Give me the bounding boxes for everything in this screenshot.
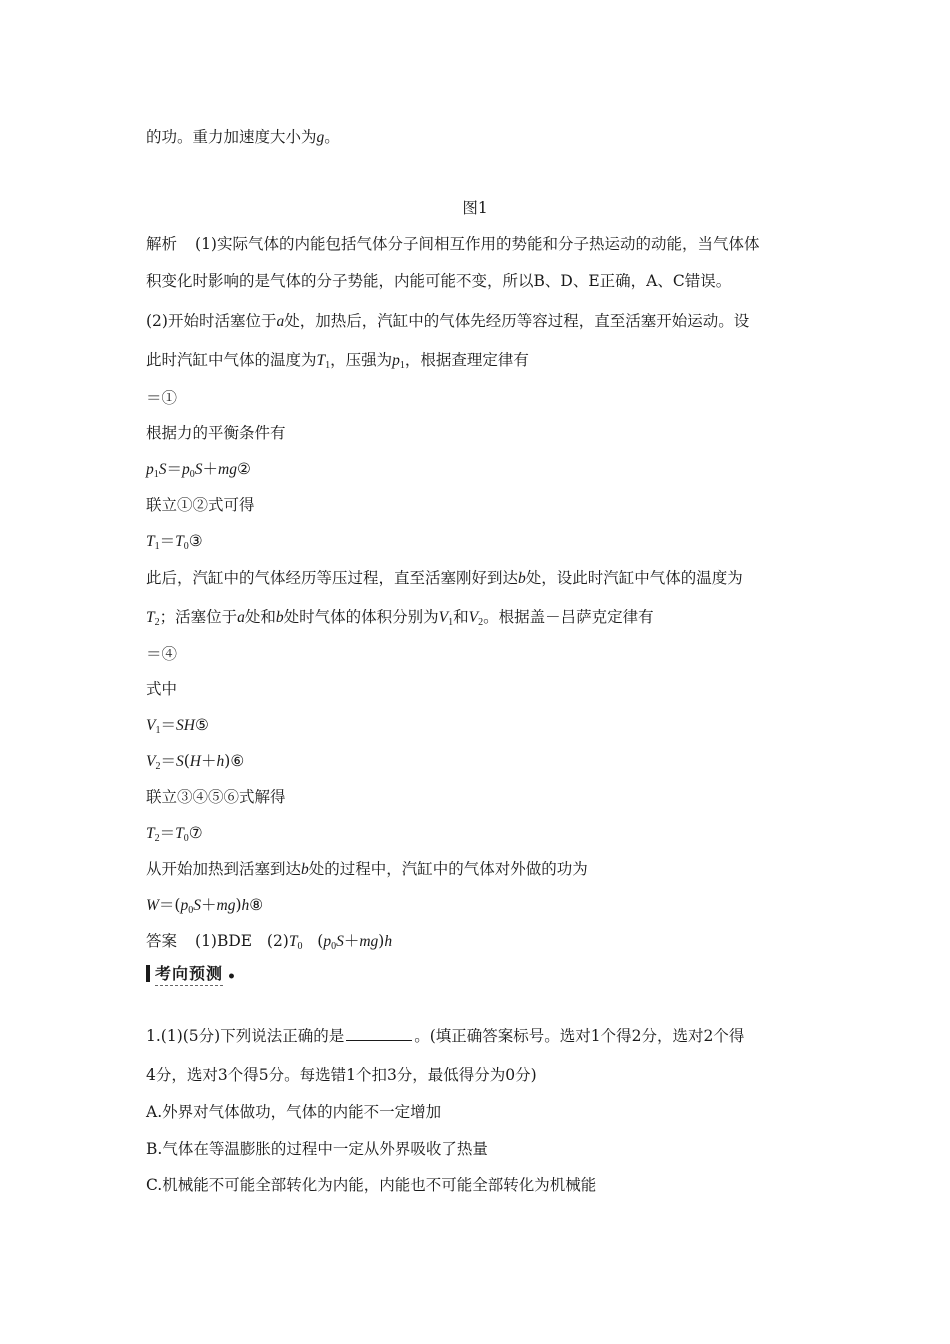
balance-text: 根据力的平衡条件有 — [146, 424, 286, 442]
equation-7: $T_2=T_0⑦$ — [146, 824, 203, 844]
isobaric-line-2: $T_2$；活塞位于a处和b处时气体的体积分别为$V_1$和$V_2$。根据盖－吕萨克定律有 — [146, 608, 654, 628]
section-title: 考向预测 — [155, 961, 223, 986]
equation-3: $T_1=T_0③$ — [146, 532, 203, 552]
combine-all: 联立③④⑤⑥式解得 — [146, 788, 286, 806]
analysis-line-3: (2)开始时活塞位于a处，加热后，汽缸中的气体先经历等容过程，直至活塞开始运动。设 — [146, 312, 750, 330]
equation-2: $p_1S=p_0S+mg②$ — [146, 460, 251, 480]
option-c: C.机械能不可能全部转化为内能，内能也不可能全部转化为机械能 — [146, 1176, 597, 1194]
equation-5: $V_1=SH⑤$ — [146, 716, 209, 736]
isobaric-line-1: 此后，汽缸中的气体经历等压过程，直至活塞刚好到达b处，设此时汽缸中气体的温度为 — [146, 569, 743, 587]
equation-1: ＝① — [146, 389, 178, 407]
answer-label: 答案 — [146, 932, 178, 950]
work-text: 从开始加热到活塞到达b处的过程中，汽缸中的气体对外做的功为 — [146, 860, 588, 878]
section-heading — [146, 961, 236, 985]
section-bar-icon — [146, 965, 150, 982]
question-line-2: 4分，选对3个得5分。每选错1个扣3分，最低得分为0分) — [146, 1066, 537, 1084]
combine-12: 联立①②式可得 — [146, 496, 255, 514]
analysis-line-2: 积变化时影响的是气体的分子势能，内能可能不变，所以B、D、E正确，A、C错误。 — [146, 272, 732, 290]
analysis-line-1: 解析 (1)实际气体的内能包括气体分子间相互作用的势能和分子热运动的动能，当气体体 — [146, 235, 760, 253]
answer-line: 答案 (1)BDE $(2)T_0$ $(p_0S+mg)h$ — [146, 932, 393, 952]
question-line-1: 1.(1)(5分)下列说法正确的是 。(填正确答案标号。选对1个得2分，选对2个得 — [146, 1027, 745, 1045]
answer-blank — [346, 1026, 412, 1041]
equation-8: $W=(p_0S+mg)h⑧$ — [146, 896, 264, 916]
analysis-label: 解析 — [146, 235, 178, 253]
option-b: B.气体在等温膨胀的过程中一定从外界吸收了热量 — [146, 1140, 488, 1158]
figure-caption: 图1 — [462, 199, 488, 217]
where-text: 式中 — [146, 680, 178, 698]
equation-4: ＝④ — [146, 645, 178, 663]
intro-line: 的功。重力加速度大小为g。 — [146, 128, 340, 146]
analysis-line-4: 此时汽缸中气体的温度为$T_1$，压强为$p_1$，根据查理定律有 — [146, 351, 529, 371]
equation-6: $V_2=S(H+h)⑥$ — [146, 752, 245, 772]
option-a: A.外界对气体做功，气体的内能不一定增加 — [146, 1103, 442, 1121]
section-dot-icon: • — [227, 969, 236, 985]
